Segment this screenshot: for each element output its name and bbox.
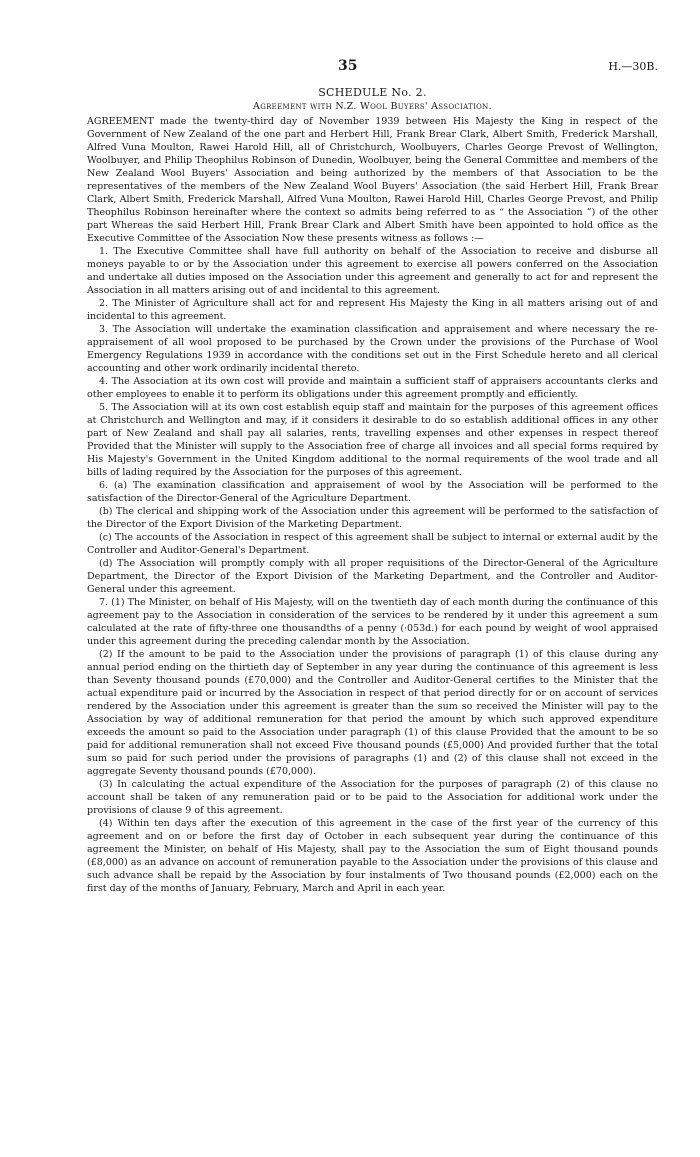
clause-7-1: 7. (1) The Minister, on behalf of His Majesty, will on the twentieth day of each month during the continuance of this agreement pay to the Association in consideration of the services to be rendered by it under this agreement a sum calculated at the rate of fifty-three one thousandths of a penny (·053d.) for each pound by weight of wool appraised under this agreement during the preceding calendar month by the Association. (87, 597, 658, 647)
clause-2: 2. The Minister of Agriculture shall act for and represent His Majesty the King in all matters arising out of and incidental to this agreement. (87, 298, 658, 322)
agreement-body (87, 115, 658, 895)
clause-6b: (b) The clerical and shipping work of the Association under this agreement will be performed to the satisfaction of the Director of the Export Division of the Marketing Department. (87, 506, 658, 530)
clause-6a: 6. (a) The examination classification and appraisement of wool by the Association will be performed to the satisfaction of the Director-General of the Agriculture Department. (87, 480, 658, 504)
page-header (87, 58, 658, 84)
clause-4: 4. The Association at its own cost will provide and maintain a sufficient staff of appraisers accountants clerks and other employees to enable it to perform its obligations under this agreement promptly and efficiently. (87, 376, 658, 400)
clause-3: 3. The Association will undertake the examination classification and appraisement and where necessary the re-appraisement of all wool proposed to be purchased by the Crown under the provisions of the Purchase of Wool Emergency Regulations 1939 in accordance with the conditions set out in the First Schedule hereto and all clerical accounting and other work ordinarily incidental thereto. (87, 324, 658, 374)
clause-1: 1. The Executive Committee shall have full authority on behalf of the Association to receive and disburse all moneys payable to or by the Association under this agreement to exercise all powers conferred on the Association and undertake all duties imposed on the Association under this agreement and generally to act for and represent the Association in all matters arising out of and incidental to this agreement. (87, 246, 658, 296)
page-number: 35 (338, 58, 358, 74)
clause-5: 5. The Association will at its own cost establish equip staff and maintain for the purposes of this agreement offices at Christchurch and Wellington and may, if it considers it desirable to do so establish additional offices in any other part of New Zealand and shall pay all salaries, rents, travelling expenses and other expenses in respect thereof Provided that the Minister will supply to the Association free of charge all invoices and all special forms required by His Majesty's Government in the United Kingdom additional to the normal requirements of the wool trade and all bills of lading required by the Association for the purposes of this agreement. (87, 402, 658, 478)
clause-6c: (c) The accounts of the Association in respect of this agreement shall be subject to internal or external audit by the Controller and Auditor-General's Department. (87, 532, 658, 556)
clause-7-2: (2) If the amount to be paid to the Association under the provisions of paragraph (1) of this clause during any annual period ending on the thirtieth day of September in any year during the continuance of this agreement is less than Seventy thousand pounds (£70,000) and the Controller and Auditor-General certifies to the Minister that the actual expenditure paid or incurred by the Association in respect of that period directly for or on account of services rendered by the Association under this agreement is greater than the sum so received the Minister will pay to the Association by way of additional remuneration for that period the amount by which such approved expenditure exceeds the amount so paid to the Association under paragraph (1) of this clause Provided that the amount to be so paid for additional remuneration shall not exceed Five thousand pounds (£5,000) And provided further that the total sum so paid for such period under the provisions of paragraphs (1) and (2) of this clause shall not exceed in the aggregate Seventy thousand pounds (£70,000). (87, 649, 658, 777)
preamble-paragraph: AGREEMENT made the twenty-third day of November 1939 between His Majesty the King in respect of the Government of New Zealand of the one part and Herbert Hill, Frank Brear Clark, Albert Smith, Frederick Marshall, Alfred Vuna Moulton, Rawei Harold Hill, all of Christchurch, Woolbuyers, Charles George Prevost of Wellington, Woolbuyer, and Philip Theophilus Robinson of Dunedin, Woolbuyer, being the General Committee and members of the New Zealand Wool Buyers' Association and being authorized by the members of that Association to be the representatives of the members of the New Zealand Wool Buyers' Association (the said Herbert Hill, Frank Brear Clark, Albert Smith, Frederick Marshall, Alfred Vuna Moulton, Rawei Harold Hill, Charles George Prevost, and Philip Theophilus Robinson hereinafter where the context so admits being referred to as “ the Association ”) of the other part Whereas the said Herbert Hill, Frank Brear Clark and Albert Smith have been appointed to hold office as the Executive Committee of the Association Now these presents witness as follows :— (87, 116, 658, 244)
clause-7-4: (4) Within ten days after the execution of this agreement in the case of the first year of the currency of this agreement and on or before the first day of October in each subsequent year during the continuance of this agreement the Minister, on behalf of His Majesty, shall pay to the Association the sum of Eight thousand pounds (£8,000) as an advance on account of remuneration payable to the Association under the provisions of this clause and such advance shall be repaid by the Association by four instalments of Two thousand pounds (£2,000) each on the first day of the months of January, February, March and April in each year. (87, 818, 658, 894)
clause-6d: (d) The Association will promptly comply with all proper requisitions of the Director-General of the Agriculture Department, the Director of the Export Division of the Marketing Department, and the Controller and Auditor-General under this agreement. (87, 558, 658, 595)
document-reference: H.—30B. (608, 60, 658, 73)
agreement-title: Agreement with N.Z. Wool Buyers' Association. (253, 101, 492, 112)
clause-7-3: (3) In calculating the actual expenditure of the Association for the purposes of paragraph (2) of this clause no account shall be taken of any remuneration paid or to be paid to the Association for additional work under the provisions of clause 9 of this agreement. (87, 779, 658, 816)
schedule-title: SCHEDULE No. 2. (318, 86, 427, 99)
